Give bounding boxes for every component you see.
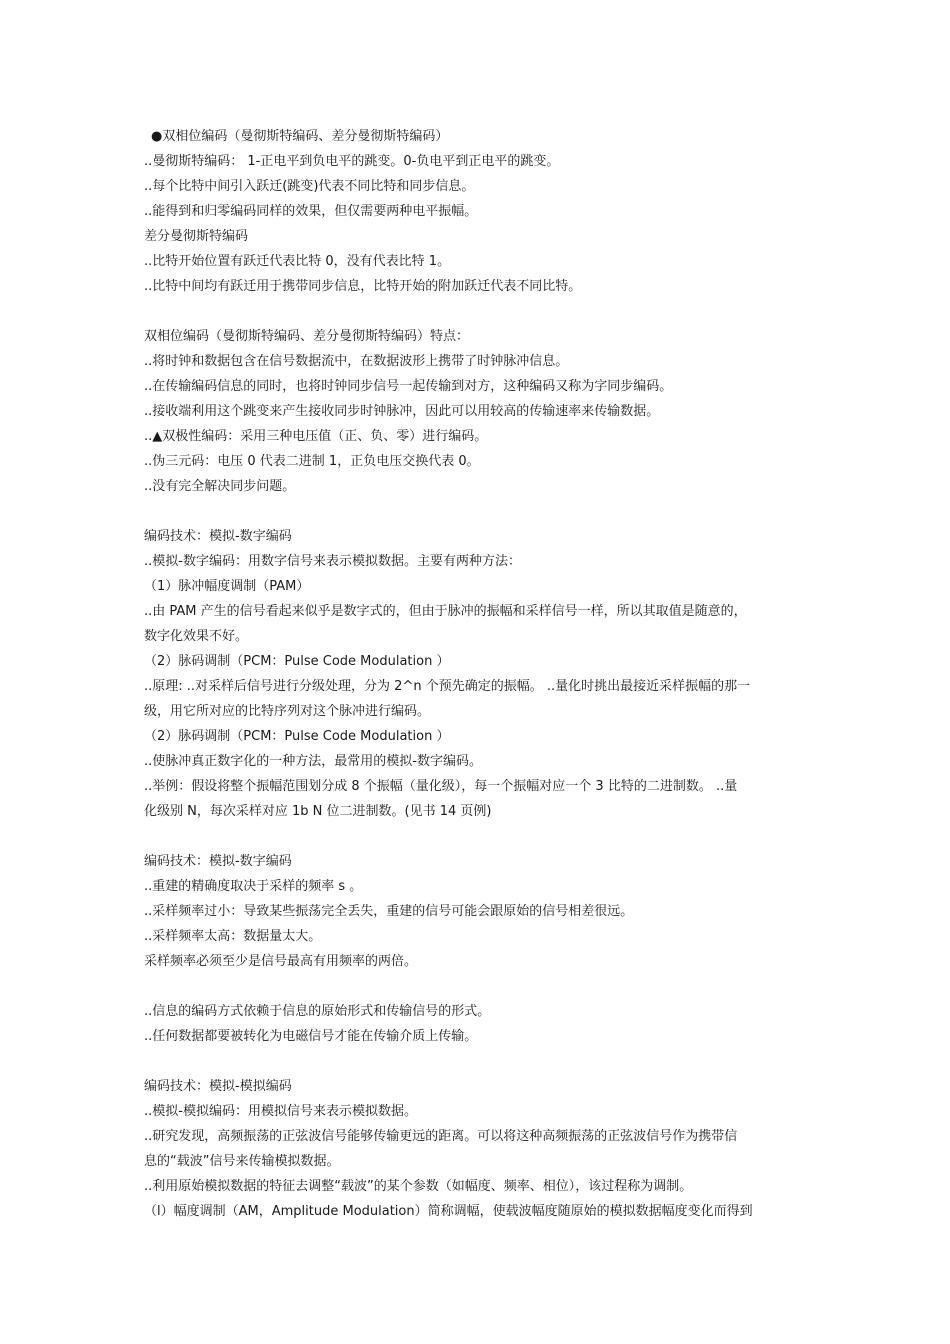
text-line: 息的“载波”信号来传输模拟数据。 [144,1154,340,1169]
text-line: （2）脉码调制（PCM：Pulse Code Modulation ） [144,729,450,744]
text-line: ..原理: ..对采样后信号进行分级处理，分为 2^n 个预先确定的振幅。 ..量化时挑出最接近采样振幅的那一 [144,679,751,694]
text-line: ..伪三元码：电压 0 代表二进制 1，正负电压交换代表 0。 [144,454,480,469]
text-line: ..能得到和归零编码同样的效果，但仅需要两种电平振幅。 [144,204,478,219]
text-line: 级，用它所对应的比特序列对这个脉冲进行编码。 [144,704,431,719]
document-body [144,124,814,1224]
text-line: ..研究发现，高频振荡的正弦波信号能够传输更远的距离。可以将这种高频振荡的正弦波信号作为携带信 [144,1129,738,1144]
text-line: ..举例：假设将整个振幅范围划分成 8 个振幅（量化级），每一个振幅对应一个 3 比特的二进制数。 ..量 [144,779,738,794]
text-line: ..▲双极性编码：采用三种电压值（正、负、零）进行编码。 [144,429,488,444]
text-line: ..没有完全解决同步问题。 [144,479,296,494]
text-line: 数字化效果不好。 [144,629,249,644]
text-line: ..采样频率太高：数据量太大。 [144,929,322,944]
paragraph-gap [144,824,814,849]
text-line: ..任何数据都要被转化为电磁信号才能在传输介质上传输。 [144,1029,478,1044]
text-line: ..每个比特中间引入跃迁(跳变)代表不同比特和同步信息。 [144,179,475,194]
text-line: ..比特开始位置有跃迁代表比特 0，没有代表比特 1。 [144,254,451,269]
section-heading-analog-digital-2: 编码技术：模拟-数字编码 [144,854,292,869]
text-line: ..曼彻斯特编码： 1-正电平到负电平的跳变。0-负电平到正电平的跳变。 [144,154,560,169]
text-line: ..模拟-模拟编码：用模拟信号来表示模拟数据。 [144,1104,417,1119]
text-line: （1）脉冲幅度调制（PAM） [144,579,310,594]
text-line: ..接收端利用这个跳变来产生接收同步时钟脉冲，因此可以用较高的传输速率来传输数据。 [144,404,660,419]
text-line: ..采样频率过小：导致某些振荡完全丢失，重建的信号可能会跟原始的信号相差很远。 [144,904,634,919]
text-line: ..由 PAM 产生的信号看起来似乎是数字式的，但由于脉冲的振幅和采样信号一样，所以其取值是随意的， [144,604,747,619]
paragraph-gap [144,1049,814,1074]
text-line: ..信息的编码方式依赖于信息的原始形式和传输信号的形式。 [144,1004,491,1019]
text-line: ..重建的精确度取决于采样的频率 s 。 [144,879,363,894]
text-line: ..利用原始模拟数据的特征去调整“载波”的某个参数（如幅度、频率、相位），该过程称为调制。 [144,1179,693,1194]
section-heading-biphase-features: 双相位编码（曼彻斯特编码、差分曼彻斯特编码）特点： [144,329,470,344]
text-line: ..比特中间均有跃迁用于携带同步信息，比特开始的附加跃迁代表不同比特。 [144,279,582,294]
text-line: ..模拟-数字编码：用数字信号来表示模拟数据。主要有两种方法： [144,554,521,569]
paragraph-gap [144,499,814,524]
text-line: 采样频率必须至少是信号最高有用频率的两倍。 [144,954,418,969]
section-heading-analog-analog: 编码技术：模拟-模拟编码 [144,1079,292,1094]
text-line: ..在传输编码信息的同时，也将时钟同步信号一起传输到对方，这种编码又称为字同步编码。 [144,379,673,394]
paragraph-gap [144,299,814,324]
text-line: 差分曼彻斯特编码 [144,229,249,244]
text-line: ..使脉冲真正数字化的一种方法，最常用的模拟-数字编码。 [144,754,482,769]
text-line: 化级别 N，每次采样对应 1b N 位二进制数。(见书 14 页例) [144,804,492,819]
section-heading-analog-digital: 编码技术：模拟-数字编码 [144,529,292,544]
text-line: ..将时钟和数据包含在信号数据流中，在数据波形上携带了时钟脉冲信息。 [144,354,569,369]
text-line: （l）幅度调制（AM，Amplitude Modulation）简称调幅，使载波幅度随原始的模拟数据幅度变化而得到 [144,1204,753,1219]
text-line: （2）脉码调制（PCM：Pulse Code Modulation ） [144,654,450,669]
section-heading-biphase: ●双相位编码（曼彻斯特编码、差分曼彻斯特编码） [151,129,449,144]
paragraph-gap [144,974,814,999]
